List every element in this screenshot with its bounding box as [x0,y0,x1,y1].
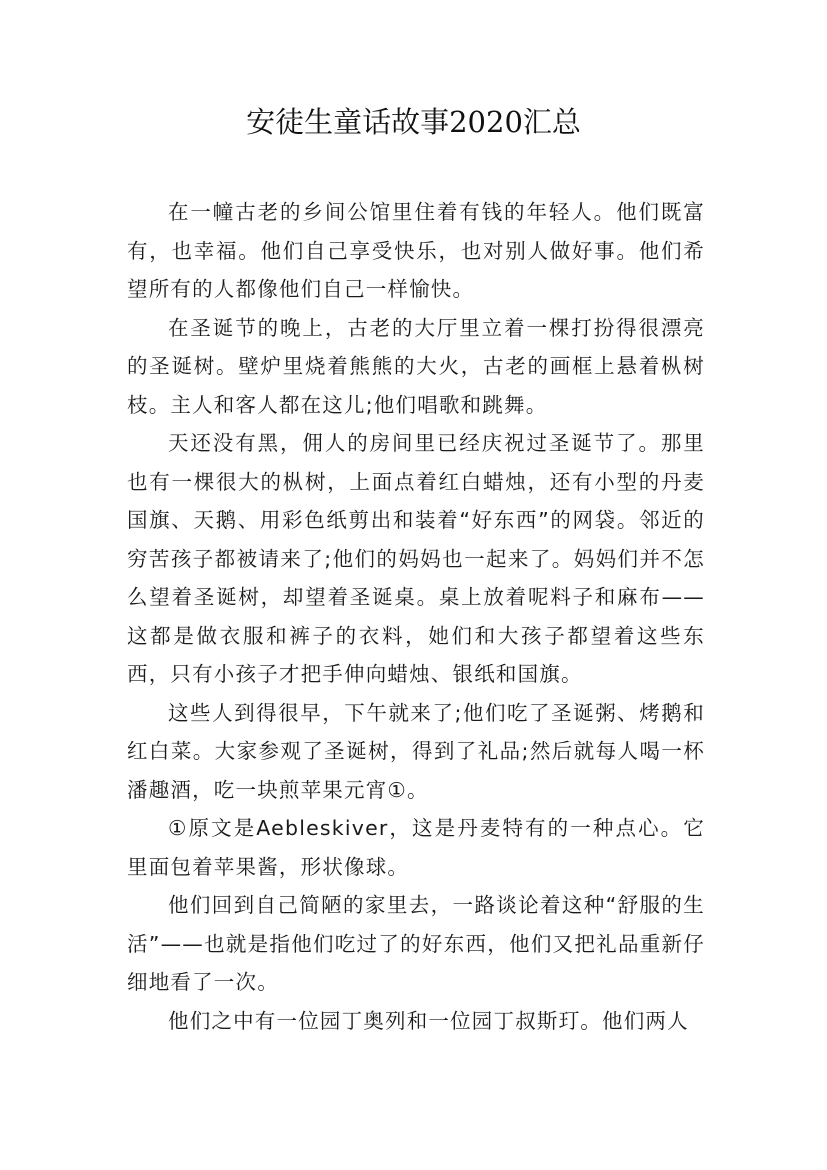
document-body [127,193,705,1040]
footnote-paragraph: ①原文是Aebleskiver，这是丹麦特有的一种点心。它里面包着苹果酱，形状像球。 [127,816,705,879]
document-title: 安徒生童话故事2020汇总 [246,105,581,139]
paragraph: 他们之中有一位园丁奥列和一位园丁叔斯玎。他们两人 [168,1008,689,1033]
paragraph: 天还没有黑，佣人的房间里已经庆祝过圣诞节了。那里也有一棵很大的枞树，上面点着红白蜡烛，还有小型的丹麦国旗、天鹅、用彩色纸剪出和装着“好东西”的网袋。邻近的穷苦孩子都被请来了;他们的妈妈也一起来了。妈妈们并不怎么望着圣诞树，却望着圣诞桌。桌上放着呢料子和麻布——这都是做衣服和裤子的衣料，她们和大孩子都望着这些东西，只有小孩子才把手伸向蜡烛、银纸和国旗。 [127,431,705,686]
paragraph: 他们回到自己简陋的家里去，一路谈论着这种“舒服的生活”——也就是指他们吃过了的好东西，他们又把礼品重新仔细地看了一次。 [127,893,705,994]
paragraph: 在圣诞节的晚上，古老的大厅里立着一棵打扮得很漂亮的圣诞树。壁炉里烧着熊熊的大火，古老的画框上悬着枞树枝。主人和客人都在这儿;他们唱歌和跳舞。 [127,315,705,417]
paragraph: 在一幢古老的乡间公馆里住着有钱的年轻人。他们既富有，也幸福。他们自己享受快乐，也对别人做好事。他们希望所有的人都像他们自己一样愉快。 [127,200,705,301]
paragraph: 这些人到得很早，下午就来了;他们吃了圣诞粥、烤鹅和红白菜。大家参观了圣诞树，得到了礼品;然后就每人喝一杯潘趣酒，吃一块煎苹果元宵①。 [127,700,705,802]
